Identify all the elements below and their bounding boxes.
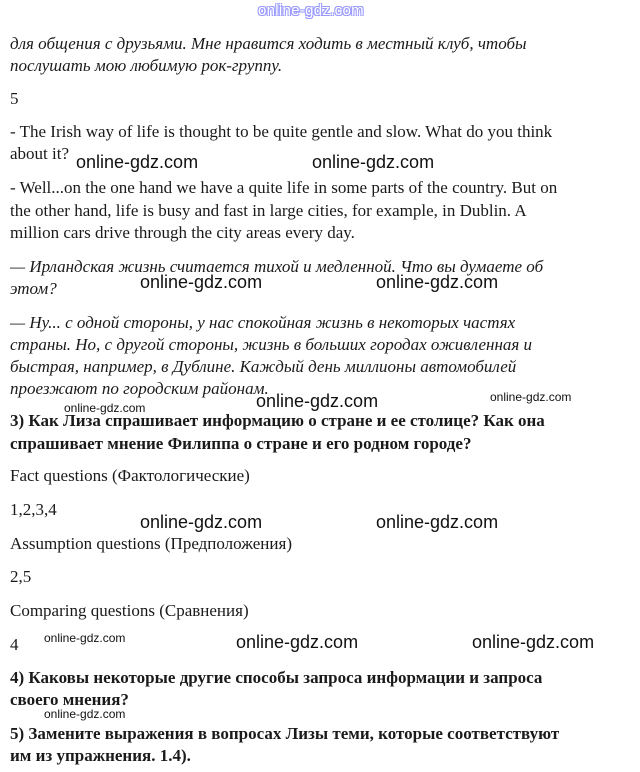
question-5-line: 5) Замените выражения в вопросах Лизы теми, которые соответствуют (10, 724, 560, 743)
dialogue-ru-line: быстрая, например, в Дублине. Каждый день миллионы автомобилей (10, 357, 517, 376)
watermark: online-gdz.com (312, 152, 435, 172)
dialogue-en-line: about it? (10, 144, 70, 163)
watermark: online-gdz.com (376, 272, 499, 292)
item-number: 5 (10, 89, 19, 108)
dialogue-en-line: million cars drive through the city areas every day. (10, 223, 355, 242)
dialogue-en-line: - Well...on the one hand we have a quite life in some parts of the country. But on (10, 178, 558, 197)
dialogue-ru-line: страны. Но, с другой стороны, жизнь в больших городах оживленная и (10, 335, 533, 354)
watermark: online-gdz.com (236, 632, 359, 652)
dialogue-ru-line: — Ну... с одной стороны, у нас спокойная жизнь в некоторых частях (10, 313, 516, 332)
dialogue-ru-line: проезжают по городским районам. (10, 379, 269, 398)
translation-line: для общения с друзьями. Мне нравится ходить в местный клуб, чтобы (10, 34, 527, 53)
question-3-line: спрашивает мнение Филиппа о стране и его родном городе? (10, 434, 472, 453)
watermark: online-gdz.com (140, 272, 263, 292)
header-watermark: online-gdz.com (258, 2, 364, 19)
translation-line: послушать мою любимую рок-группу. (10, 56, 283, 75)
comparing-questions-value: 4 (10, 635, 19, 654)
watermark: online-gdz.com (376, 512, 499, 532)
watermark: online-gdz.com (64, 401, 146, 415)
dialogue-en-line: the other hand, life is busy and fast in large cities, for example, in Dublin. A (10, 201, 527, 220)
dialogue-en-line: - The Irish way of life is thought to be quite gentle and slow. What do you think (10, 122, 553, 141)
question-5-line: им из упражнения. 1.4). (10, 746, 191, 765)
question-3-line: 3) Как Лиза спрашивает информацию о стране и ее столице? Как она (10, 411, 545, 430)
watermark: online-gdz.com (76, 152, 199, 172)
fact-questions-label: Fact questions (Фактологические) (10, 466, 250, 485)
question-4-line: своего мнения? (10, 690, 129, 709)
watermark: online-gdz.com (44, 631, 126, 645)
dialogue-ru-line: этом? (10, 279, 57, 298)
watermark: online-gdz.com (472, 632, 595, 652)
watermark: online-gdz.com (490, 390, 572, 404)
watermark: online-gdz.com (140, 512, 263, 532)
fact-questions-value: 1,2,3,4 (10, 500, 57, 519)
watermark: online-gdz.com (44, 707, 126, 721)
assumption-questions-value: 2,5 (10, 567, 32, 586)
dialogue-ru-line: — Ирландская жизнь считается тихой и медленной. Что вы думаете об (10, 257, 544, 276)
watermark: online-gdz.com (256, 391, 379, 411)
comparing-questions-label: Comparing questions (Сравнения) (10, 601, 249, 620)
assumption-questions-label: Assumption questions (Предположения) (10, 534, 292, 553)
question-4-line: 4) Каковы некоторые другие способы запроса информации и запроса (10, 668, 543, 687)
